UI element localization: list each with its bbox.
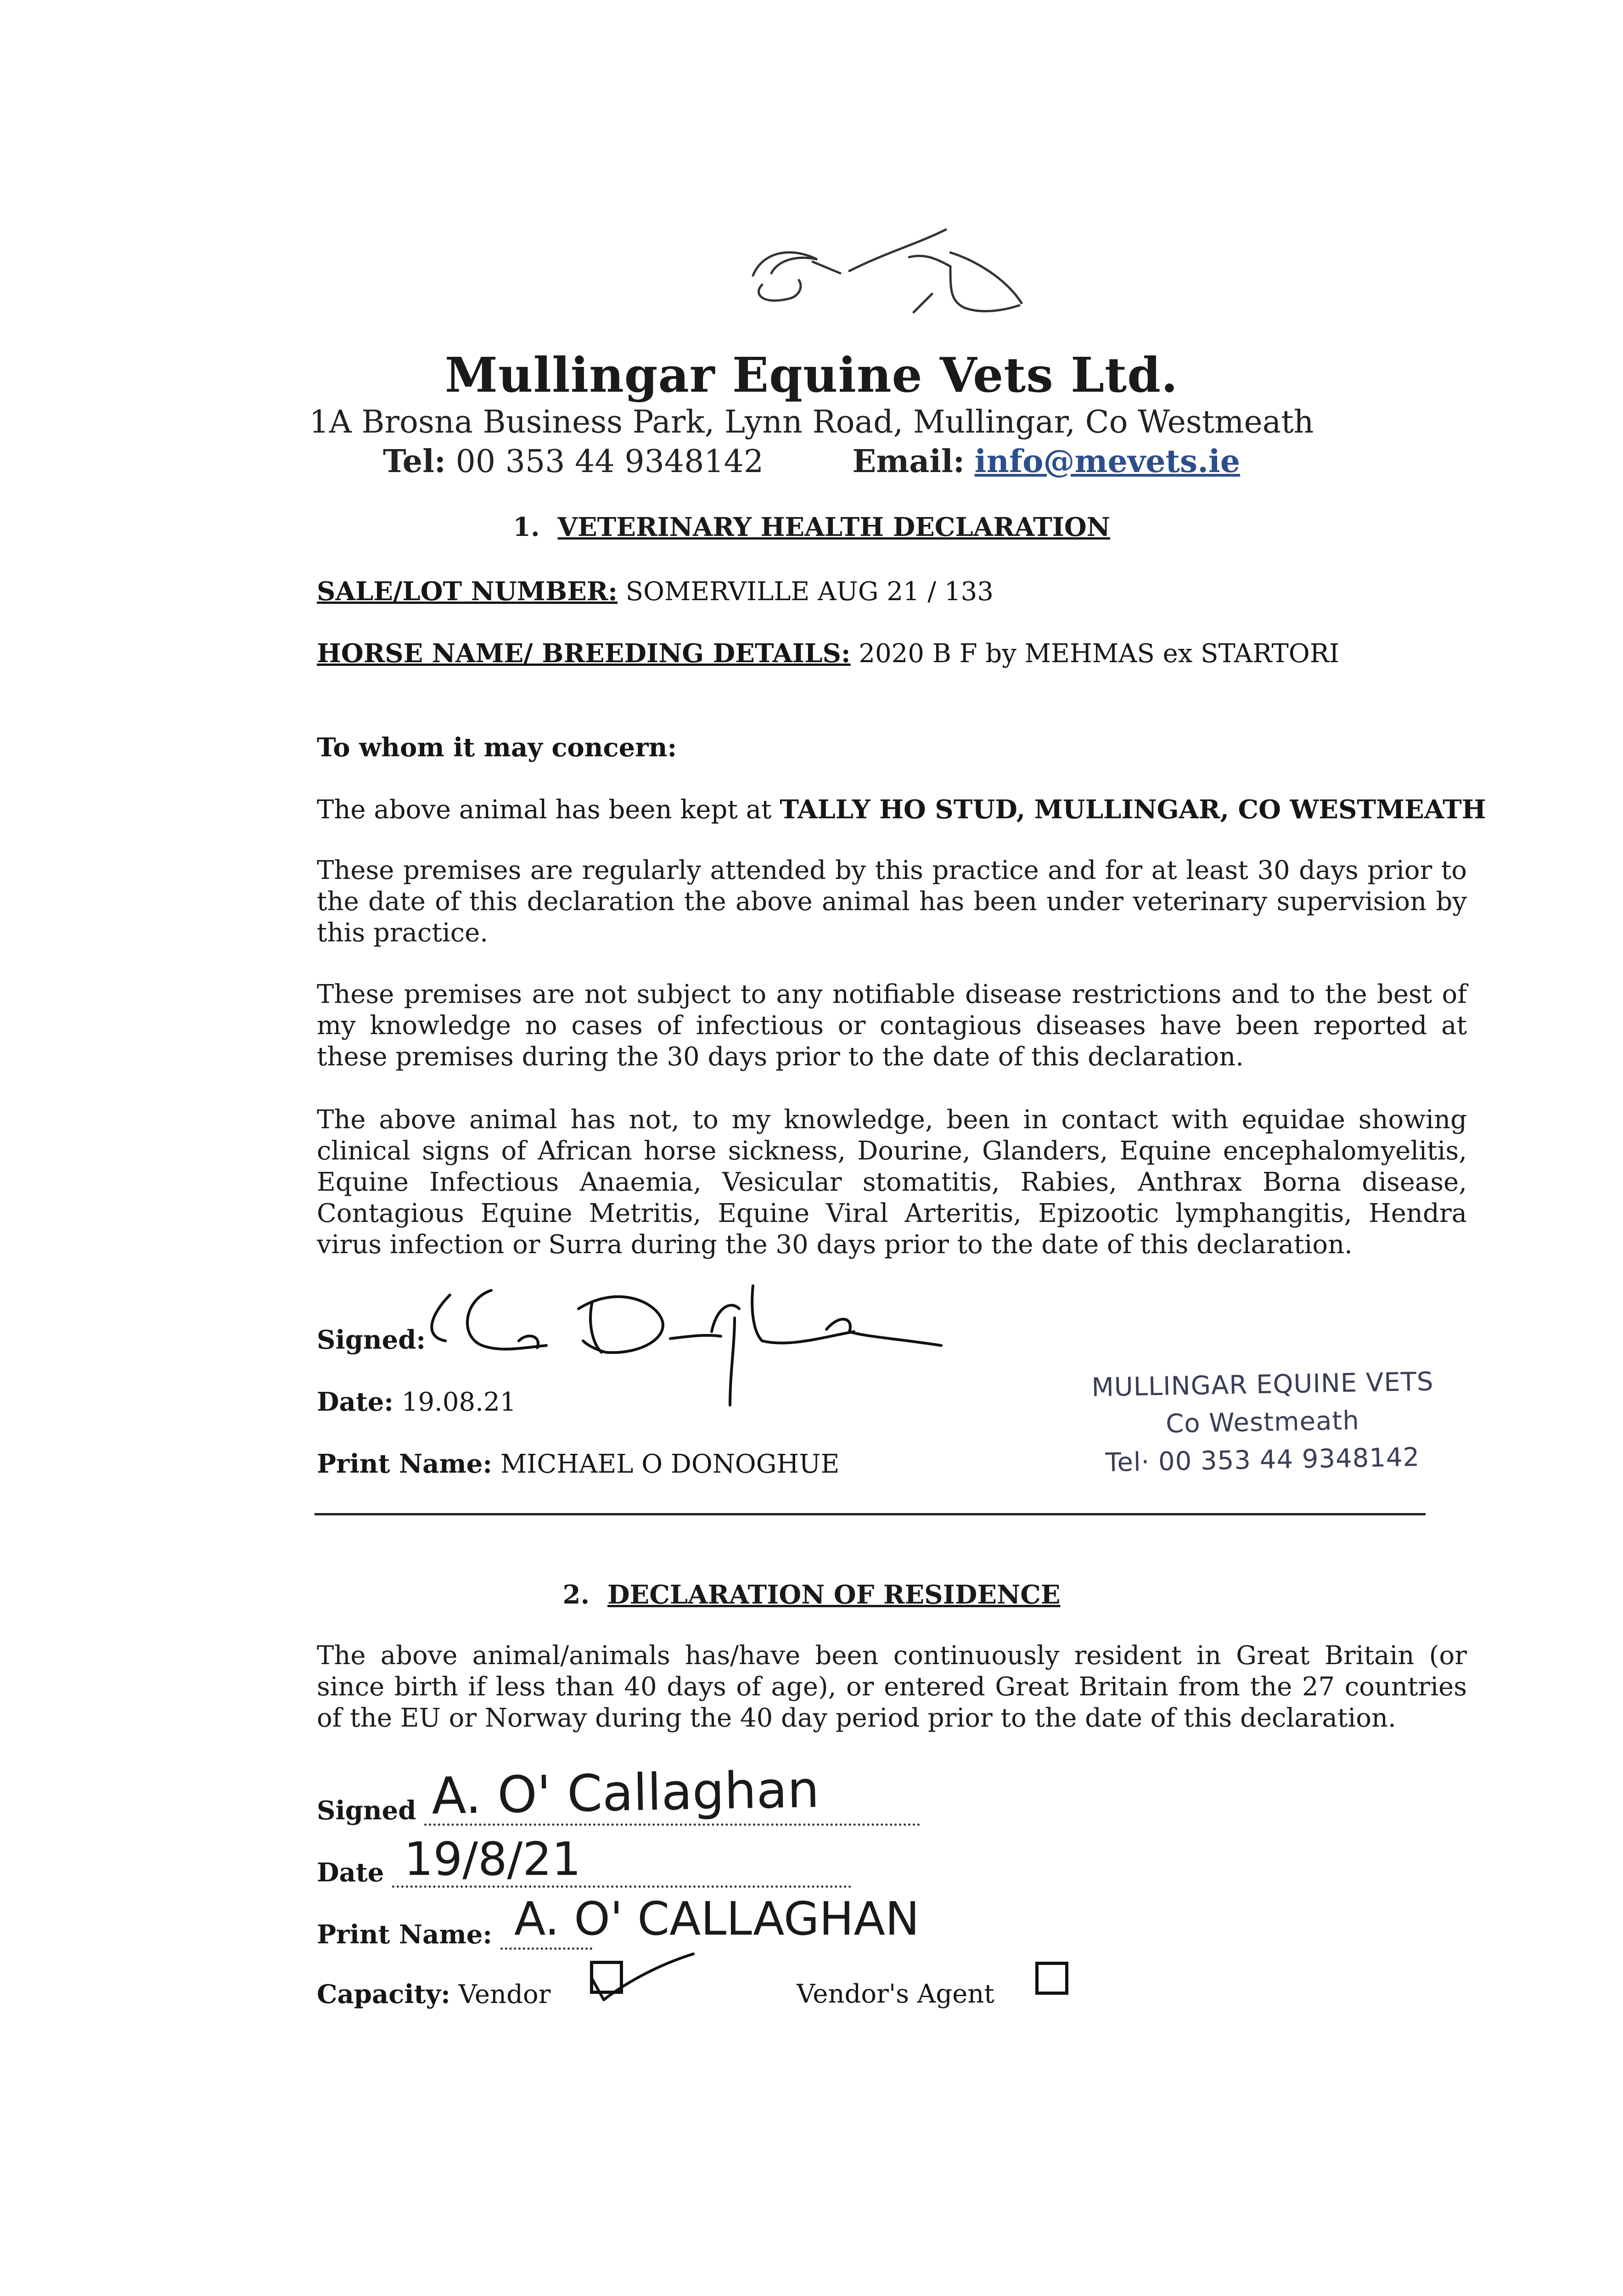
horse-name-label: HORSE NAME/ BREEDING DETAILS: (317, 638, 851, 669)
sale-lot-row (317, 576, 994, 607)
section2-heading (0, 1580, 1623, 1610)
company-contact (0, 443, 1623, 480)
stamp-line-2: Co Westmeath (1165, 1406, 1360, 1439)
vendor-print-name-handwritten: A. O' CALLAGHAN (514, 1892, 920, 1946)
vendor-date-handwritten: 19/8/21 (404, 1832, 581, 1886)
email-label: Email: (852, 443, 965, 480)
vet-print-name-row (317, 1449, 839, 1479)
vet-date-value: 19.08.21 (401, 1387, 517, 1417)
section1-number: 1. (513, 512, 540, 542)
kept-at-prefix: The above animal has been kept at (317, 795, 772, 825)
vet-print-name-label: Print Name: (317, 1449, 492, 1479)
vet-signed-label: Signed: (317, 1325, 426, 1355)
email-link[interactable]: info@mevets.ie (974, 443, 1240, 480)
capacity-row (317, 1979, 550, 2009)
tel-value: 00 353 44 9348142 (455, 444, 764, 480)
vendor-date-row (317, 1857, 851, 1888)
stamp-line-3: Tel· 00 353 44 9348142 (1105, 1442, 1420, 1478)
vet-print-name-value: MICHAEL O DONOGHUE (500, 1449, 840, 1479)
company-name: Mullingar Equine Vets Ltd. (444, 347, 1179, 403)
horse-logo (735, 220, 1038, 331)
sale-lot-label: SALE/LOT NUMBER: (317, 576, 618, 607)
kept-at-location: TALLY HO STUD, MULLINGAR, CO WESTMEATH (780, 794, 1486, 825)
contact-paragraph: The above animal has not, to my knowledge, been in contact with equidae showing clinical signs of African horse sickness, Dourine, Glanders, Equine encephalomyelitis, Equine Infectious Anaemia, Vesicular stomatitis, Rabies, Anthrax Borna disease, Contagious Equine Metritis, Equine Viral Arteritis, Epizootic lymphangitis, Hendra virus infection or Surra during the 30 days prior to the date of this declaration. (317, 1105, 1467, 1260)
horse-head-icon (735, 220, 1038, 331)
residence-paragraph: The above animal/animals has/have been continuously resident in Great Britain (or since birth if less than 40 days of age), or entered Great Britain from the 27 countries of the EU or Norway during the 40 day period prior to the date of this declaration. (317, 1641, 1467, 1733)
sale-lot-value: SOMERVILLE AUG 21 / 133 (625, 577, 994, 607)
vendor-checkmark-icon (588, 1947, 698, 2007)
practice-stamp (1056, 1366, 1469, 1479)
company-address: 1A Brosna Business Park, Lynn Road, Mullingar, Co Westmeath (309, 404, 1314, 440)
stamp-line-1: MULLINGAR EQUINE VETS (1091, 1367, 1434, 1403)
section2-number: 2. (562, 1580, 590, 1610)
vendor-signed-label: Signed (317, 1795, 416, 1826)
capacity-vendor-label: Vendor (458, 1980, 551, 2009)
capacity-vendor-agent-label: Vendor's Agent (797, 1979, 994, 2009)
supervision-paragraph: These premises are regularly attended by this practice and for at least 30 days prior to the date of this declaration the above animal has been under veterinary supervision by this practice. (317, 855, 1467, 948)
horse-name-value: 2020 B F by MEHMAS ex STARTORI (859, 639, 1339, 669)
kept-at-line (317, 794, 1486, 825)
vet-date-label: Date: (317, 1387, 394, 1417)
section1-heading (0, 512, 1623, 542)
capacity-label: Capacity: (317, 1979, 450, 2009)
section1-title: VETERINARY HEALTH DECLARATION (557, 512, 1110, 542)
vendor-date-label: Date (317, 1857, 384, 1888)
horse-name-row (317, 638, 1339, 669)
restrictions-paragraph: These premises are not subject to any notifiable disease restrictions and to the best of my knowledge no cases of infectious or contagious diseases have been reported at these premises during the 30 days prior to the date of this declaration. (317, 979, 1467, 1072)
salutation: To whom it may concern: (317, 732, 677, 763)
tel-label: Tel: (383, 443, 446, 480)
vet-date-row (317, 1387, 516, 1417)
vendor-signature: A. O' Callaghan (431, 1760, 820, 1826)
vendor-print-name-label: Print Name: (317, 1919, 492, 1950)
section2-title: DECLARATION OF RESIDENCE (607, 1580, 1061, 1610)
section-divider (314, 1513, 1426, 1515)
vendor-agent-checkbox[interactable] (1035, 1962, 1068, 1995)
